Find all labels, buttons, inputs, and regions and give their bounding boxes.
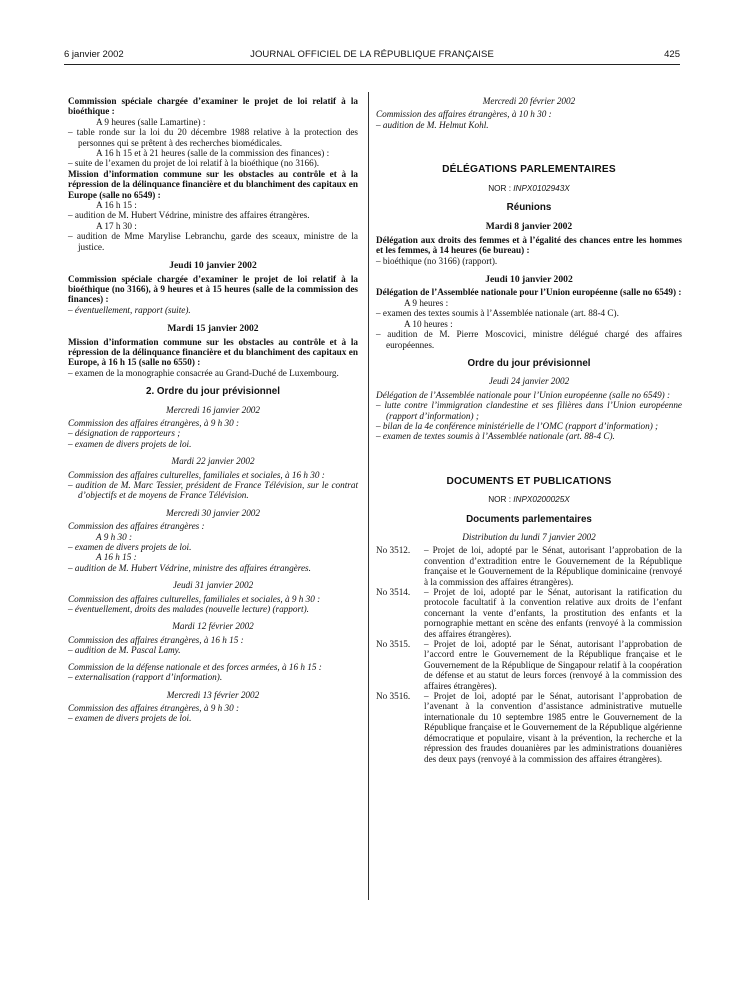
header-rule [64,64,680,65]
block-title: Commission des affaires culturelles, familiales et sociales, à 16 h 30 : [68,469,325,480]
section-heading: DOCUMENTS ET PUBLICATIONS [446,475,612,487]
block-title: Délégation aux droits des femmes et à l’égalité des chances entre les hommes et les femmes, à 14 heures (6e bureau) : [376,234,682,256]
document-number: No 3516. [376,691,411,702]
document-text: – Projet de loi, adopté par le Sénat, autorisant l’approbation de l’accord entre le Gouvernement de la République française et le Gouvernement de la République de Singapour relatif à la coopération de défense et au statut de leurs forces (renvoyé à la commission des affaires étrangères). [424,639,682,691]
agenda-item: – bilan de la 4e conférence ministérielle de l’OMC (rapport d’information) ; [376,420,659,431]
time-line: A 16 h 15 : [96,200,137,211]
agenda-item: – audition de M. Hubert Védrine, ministre des affaires étrangères. [68,562,311,573]
agenda-item: – examen de divers projets de loi. [68,438,192,449]
block-title: Mission d’information commune sur les obstacles au contrôle et à la répression de la délinquance financière et du blanchiment des capitaux en Europe (salle no 6549) : [68,168,358,200]
block-title: Commission des affaires étrangères, à 16 h 15 : [68,634,244,645]
agenda-item: – désignation de rapporteurs ; [68,428,181,439]
block-title: Commission des affaires étrangères : [68,521,205,532]
journal-title: JOURNAL OFFICIEL DE LA RÉPUBLIQUE FRANÇAISE [250,49,494,60]
subsection-heading: Réunions [506,202,552,214]
time-line: A 9 heures : [404,297,449,308]
block-title: Délégation de l’Assemblée nationale pour l’Union européenne (salle no 6549) : [376,389,671,400]
document-item [376,691,682,764]
time-line: A 16 h 15 et à 21 heures (salle de la commission des finances) : [96,148,330,159]
block-title: Commission des affaires étrangères, à 10 h 30 : [376,109,552,120]
date-heading: Mardi 22 janvier 2002 [171,456,255,467]
block-title: Commission des affaires culturelles, familiales et sociales, à 9 h 30 : [68,593,321,604]
time-line: A 17 h 30 : [96,220,137,231]
agenda-item: – table ronde sur la loi du 20 décembre 1988 relative à la protection des personnes qui se prêtent à des recherches biomédicales. [68,127,358,148]
date-heading: Mercredi 30 janvier 2002 [166,507,260,518]
right-column [376,96,682,764]
header-date: 6 janvier 2002 [64,49,124,60]
date-heading: Jeudi 24 janvier 2002 [488,376,570,387]
time-line: A 9 heures (salle Lamartine) : [96,116,206,127]
block-title: Commission spéciale chargée d’examiner le projet de loi relatif à la bioéthique : [68,96,358,117]
time-line: A 10 heures : [404,318,453,329]
agenda-item: – audition de M. Pascal Lamy. [68,645,181,656]
nor-label: NOR : [488,183,511,193]
document-item [376,587,682,639]
document-number: No 3515. [376,639,411,650]
agenda-item: – éventuellement, rapport (suite). [68,304,191,315]
block-title: Commission spéciale chargée d’examiner le projet de loi relatif à la bioéthique (no 3166), à 9 heures et à 15 heures (salle de la commission des finances) : [68,273,358,305]
agenda-item: – audition de Mme Marylise Lebranchu, garde des sceaux, ministre de la justice. [68,231,358,252]
nor-label: NOR : [488,495,511,505]
agenda-item: – externalisation (rapport d’information). [68,672,223,683]
block-title: Commission des affaires étrangères, à 9 h 30 : [68,702,240,713]
agenda-item: – éventuellement, droits des malades (nouvelle lecture) (rapport). [68,604,309,615]
section-heading: Ordre du jour prévisionnel [467,357,591,369]
agenda-item: – audition de M. Pierre Moscovici, ministre délégué chargé des affaires européennes. [376,329,682,350]
date-heading: Distribution du lundi 7 janvier 2002 [462,531,596,542]
time-line: A 16 h 15 : [96,552,137,563]
nor-code: INPX0200025X [513,495,570,505]
document-item [376,639,682,691]
block-title: Mission d’information commune sur les obstacles au contrôle et à la répression de la délinquance financière et du blanchiment des capitaux en Europe, à 16 h 15 (salle no 6550) : [68,336,358,368]
document-number: No 3512. [376,545,411,556]
document-number: No 3514. [376,587,411,597]
agenda-item: – lutte contre l’immigration clandestine et ses filières dans l’Union européenne (rapport d’information) ; [376,400,682,421]
document-item [376,545,682,587]
date-heading: Mercredi 16 janvier 2002 [166,404,260,415]
agenda-item: – audition de M. Hubert Védrine, ministre des affaires étrangères. [68,210,310,221]
left-column [68,96,358,724]
date-heading: Mardi 12 février 2002 [172,621,254,632]
nor-reference [376,184,682,194]
nor-reference [376,495,682,505]
block-title: Délégation de l’Assemblée nationale pour l’Union européenne (salle no 6549) : [376,287,682,298]
date-heading: Jeudi 10 janvier 2002 [485,274,573,286]
date-heading: Jeudi 31 janvier 2002 [172,580,254,591]
agenda-item: – suite de l’examen du projet de loi relatif à la bioéthique (no 3166). [68,158,320,169]
agenda-item: – audition de M. Helmut Kohl. [376,119,489,130]
subsection-heading: Documents parlementaires [466,513,592,525]
agenda-item: – examen de la monographie consacrée au Grand-Duché de Luxembourg. [68,367,339,378]
agenda-item: – examen de textes soumis à l’Assemblée nationale (art. 88-4 C). [376,431,615,442]
block-title: Commission de la défense nationale et des forces armées, à 16 h 15 : [68,661,322,672]
date-heading: Mercredi 20 février 2002 [482,96,576,106]
section-heading: 2. Ordre du jour prévisionnel [146,386,280,398]
agenda-item: – examen de divers projets de loi. [68,713,192,724]
date-heading: Mercredi 13 février 2002 [166,689,260,700]
page-header [64,49,680,65]
block-title: Commission des affaires étrangères, à 9 h 30 : [68,417,240,428]
agenda-item: – bioéthique (no 3166) (rapport). [376,255,498,266]
document-text: – Projet de loi, adopté par le Sénat, autorisant l’approbation de la convention d’extradition entre le Gouvernement de la République française et le Gouvernement de la République dominicaine (renvoyé à la commission des affaires étrangères). [424,545,682,587]
time-line: A 9 h 30 : [96,531,133,542]
date-heading: Jeudi 10 janvier 2002 [169,260,257,272]
date-heading: Mardi 8 janvier 2002 [485,221,573,233]
agenda-item: – audition de M. Marc Tessier, président de France Télévision, sur le contrat d’objectifs et de moyens de France Télévision. [68,480,358,501]
nor-code: INPX0102943X [513,183,570,193]
page-number: 425 [664,49,680,60]
document-text: – Projet de loi, adopté par le Sénat, autorisant l’approbation de l’avenant à la convention d’assistance administrative mutuelle internationale du 10 septembre 1985 entre le Gouvernement de la République française et le Gouvernement de la République algérienne démocratique et populaire, visant à la prévention, la recherche et la répression des fraudes douanières par les administrations douanières des deux pays (renvoyé à la commission des affaires étrangères). [424,691,682,764]
section-heading: DÉLÉGATIONS PARLEMENTAIRES [442,164,616,176]
date-heading: Mardi 15 janvier 2002 [167,323,259,335]
document-text: – Projet de loi, adopté par le Sénat, autorisant la ratification du protocole facultatif à la convention relative aux droits de l’enfant concernant la vente d’enfants, la prostitution des enfants et la pornographie mettant en scène des enfants (renvoyé à la commission des affaires étrangères). [424,587,682,639]
column-divider [368,92,369,900]
agenda-item: – examen de divers projets de loi. [68,542,192,553]
agenda-item: – examen des textes soumis à l’Assemblée nationale (art. 88-4 C). [376,308,619,319]
